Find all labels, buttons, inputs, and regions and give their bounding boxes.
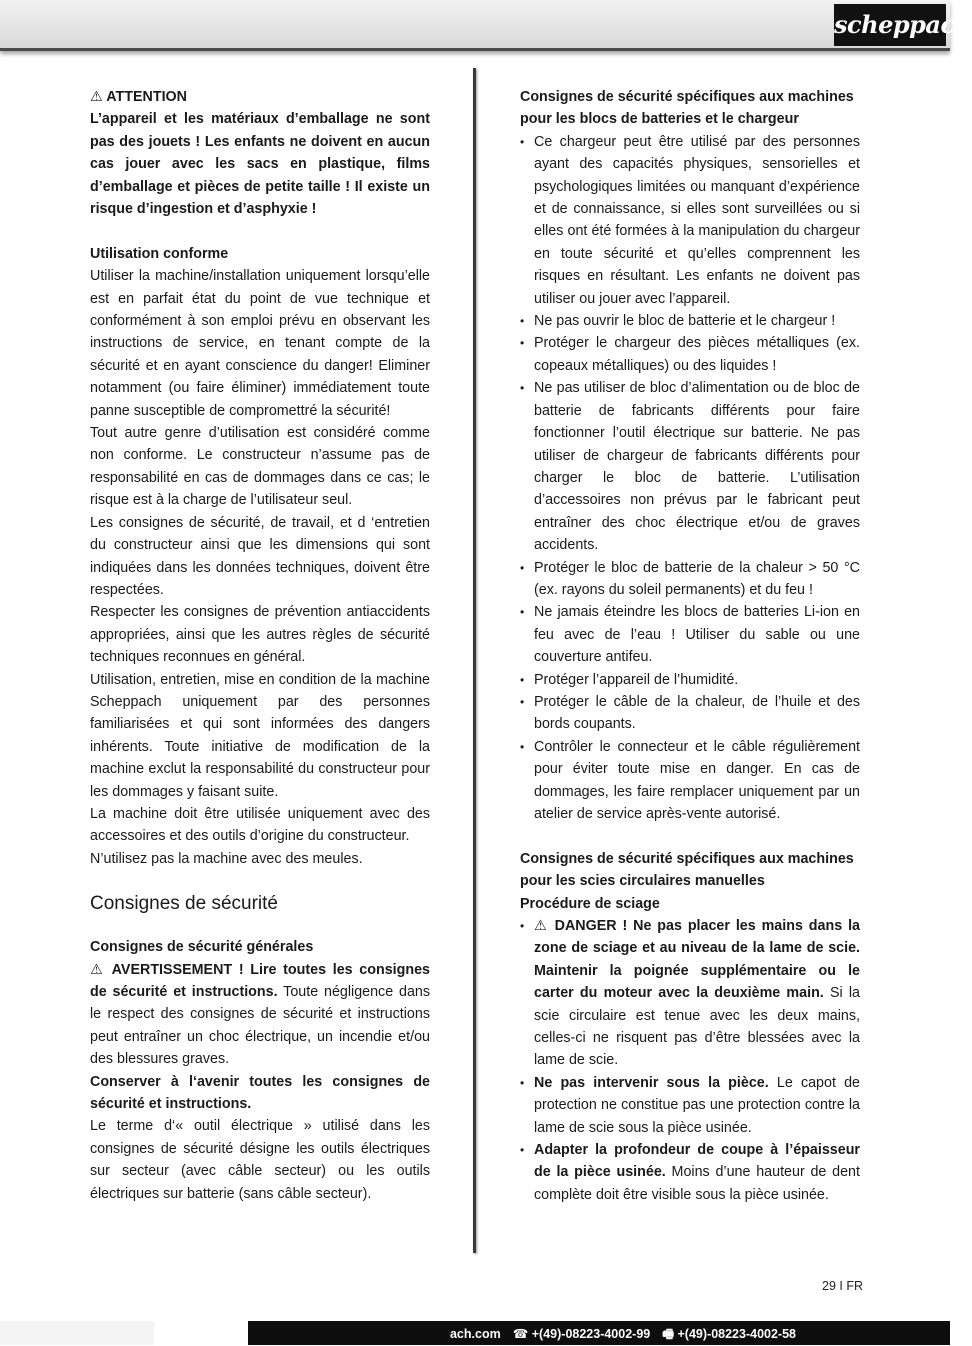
use-paragraph-5: Utilisation, entretien, mise en condition de la machine Scheppach uniquement par des personnes familiarisées et qui sont informées des dangers inhérents. Toute initiative de modification de la machine exclut la responsabilité du constructeur pour les dommages y faisant suite.	[90, 671, 430, 800]
keep-instructions: Conserver à l‘avenir toutes les consignes de sécurité et instructions.	[90, 1073, 430, 1113]
list-item: • Contrôler le connecteur et le câble régulièrement pour éviter toute mise en danger. En cas de dommages, les faire remplacer uniquement par un atelier de service après-vente autorisé.	[520, 736, 860, 826]
saw-list	[520, 915, 860, 1206]
list-item: • Ce chargeur peut être utilisé par des personnes ayant des capacités physiques, sensorielles et psychologiques limitées ou manquant d’expérience et de connaissance, si elles sont surveillées ou si elles ont été formées à la manipulation du chargeur en toute sécurité et qu’elles comprennent les risques en résultant. Les enfants ne doivent pas utiliser ou jouer avec l’appareil.	[520, 131, 860, 310]
list-item: • Ne pas ouvrir le bloc de batterie et le chargeur !	[520, 310, 860, 332]
footer-contact	[450, 1325, 796, 1346]
footer-bar	[0, 1321, 950, 1345]
warning-paragraph	[90, 959, 430, 1071]
item-bold: Adapter la profondeur de coupe à l’épaisseur de la pièce usinée.	[534, 1142, 860, 1181]
item-bold: Ne pas intervenir sous la pièce.	[534, 1074, 769, 1091]
saw-title: Consignes de sécurité spécifiques aux machines pour les scies circulaires manuelles	[520, 850, 854, 890]
list-item	[520, 915, 860, 1072]
footer-fax: 🖷 +(49)-08223-4002-58	[662, 1327, 796, 1341]
item-bold: ⚠ DANGER ! Ne pas placer les mains dans la zone de sciage et au niveau de la lame de scie. Maintenir la poignée supplémentaire ou le carter du moteur avec la deuxième main.	[534, 918, 860, 1002]
battery-title: Consignes de sécurité spécifiques aux machines pour les blocs de batteries et le chargeur	[520, 89, 854, 128]
procedure-title: Procédure de sciage	[520, 895, 660, 912]
list-item: • Protéger le chargeur des pièces métalliques (ex. copeaux métalliques) ou des liquides !	[520, 332, 860, 377]
warning-bold: ⚠ AVERTISSEMENT ! Lire toutes les consignes de sécurité et instructions.	[90, 961, 430, 1001]
item-rest: Moins d’une hauteur de dent complète doit être visible sous la pièce usinée.	[534, 1164, 860, 1203]
footer-block	[0, 1321, 154, 1345]
use-paragraph-2: Tout autre genre d’utilisation est considéré comme non conforme. Le constructeur n’assume pas de responsabilité en cas de dommages dans ce cas; le risque est à la charge de l’utilisateur seul.	[90, 425, 430, 509]
list-item	[520, 1139, 860, 1206]
footer-block	[154, 1321, 248, 1345]
footer-web: ach.com	[449, 1327, 501, 1341]
general-safety-title: Consignes de sécurité générales	[90, 939, 314, 956]
scheppach-logo: scheppach	[834, 4, 946, 46]
column-divider	[473, 68, 476, 1253]
use-paragraph-1: Utiliser la machine/installation uniquement lorsqu’elle est en parfait état du point de vue technique et conformément à son emploi prévu en observant les instructions de service, en tenant compte de la sécurité et en ayant conscience du danger! Eliminer notamment (ou faire éliminer) immédiatement toute panne susceptible de compromettré la sécurité!	[90, 268, 430, 419]
list-item: • Protéger l’appareil de l’humidité.	[520, 669, 860, 691]
left-column	[90, 86, 430, 1205]
list-item: • Protéger le câble de la chaleur, de l’huile et des bords coupants.	[520, 691, 860, 736]
safety-heading: Consignes de sécurité	[90, 893, 278, 915]
right-column	[520, 86, 860, 1206]
warning-rest: Toute négligence dans le respect des consignes de sécurité et instructions peut entraîner un choc électrique, un incendie et/ou des blessures graves.	[90, 984, 431, 1068]
use-paragraph-4: Respecter les consignes de prévention antiaccidents appropriées, ainsi que les autres règles de sécurité techniques reconnues en général.	[90, 604, 430, 666]
list-item: • Ne jamais éteindre les blocs de batteries Li-ion en feu avec de l’eau ! Utiliser du sable ou une couverture antifeu.	[520, 601, 860, 668]
use-paragraph-3: Les consignes de sécurité, de travail, et d ‘entretien du constructeur ainsi que les dimensions qui sont indiquées dans les données techniques, doivent être respectées.	[90, 514, 430, 598]
list-item: • Ne pas utiliser de bloc d’alimentation ou de bloc de batterie de fabricants différents pour faire fonctionner l’outil électrique sur batterie. Ne pas utiliser de chargeur de fabricants différents pour charger le bloc de batterie. L’utilisation d’accessoires non prévus par le fabricant peut entraîner des choc électrique et/ou de graves accidents.	[520, 377, 860, 556]
page-number: 29 I FR	[822, 1279, 863, 1293]
attention-title: ⚠ ATTENTION	[90, 89, 187, 105]
use-paragraph-7: N’utilisez pas la machine avec des meules.	[90, 850, 363, 867]
list-item	[520, 1072, 860, 1139]
item-rest: Si la scie circulaire est tenue avec les deux mains, celles-ci ne risquent pas d’être blessées avec la lame de scie.	[534, 985, 860, 1069]
battery-list	[520, 131, 860, 826]
term-paragraph: Le terme d‘« outil électrique » utilisé dans les consignes de sécurité désigne les outils électriques sur secteur (avec câble secteur) ou les outils électriques sur batterie (sans câble secteur).	[90, 1118, 430, 1202]
item-rest: Le capot de protection ne constitue pas une protection contre la lame de scie sous la pièce usinée.	[534, 1074, 860, 1136]
header-bar	[0, 0, 972, 51]
footer-phone: ☎ +(49)-08223-4002-99	[512, 1327, 651, 1341]
use-title: Utilisation conforme	[90, 245, 229, 262]
list-item: • Protéger le bloc de batterie de la chaleur > 50 °C (ex. rayons du soleil permanents) et du feu !	[520, 557, 860, 602]
use-paragraph-6: La machine doit être utilisée uniquement avec des accessoires et des outils d’origine du constructeur.	[90, 805, 430, 845]
attention-body: L’appareil et les matériaux d’emballage ne sont pas des jouets ! Les enfants ne doivent en aucun cas jouer avec les sacs en plastique, films d’emballage et pièces de petite taille ! Il existe un risque d’ingestion et d’asphyxie !	[90, 111, 430, 218]
